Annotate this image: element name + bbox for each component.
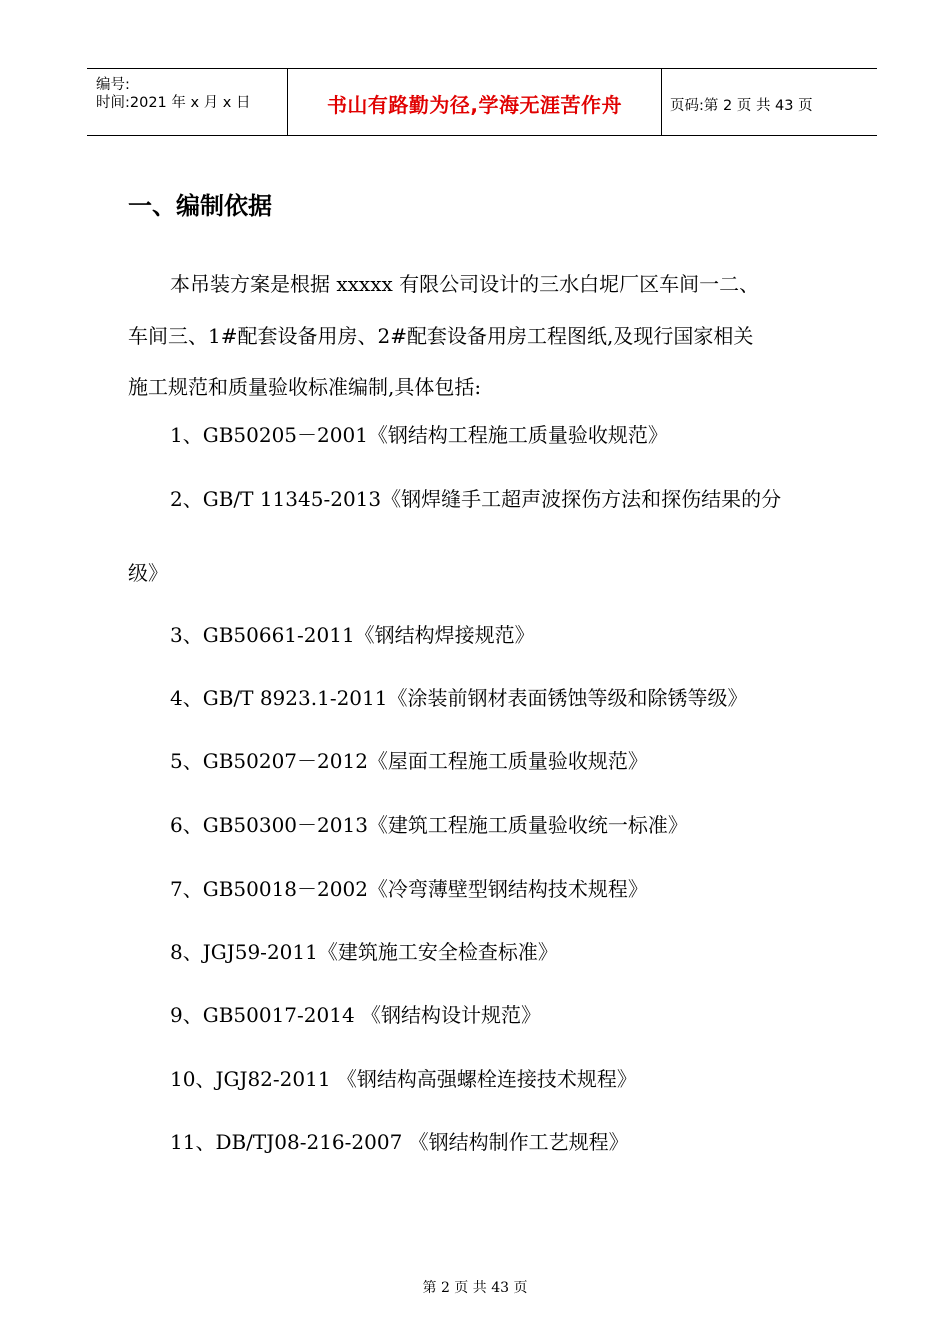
standard-item: 1、GB50205－2001《钢结构工程施工质量验收规范》 bbox=[170, 423, 668, 447]
standard-item: 11、DB/TJ08-216-2007 《钢结构制作工艺规程》 bbox=[170, 1130, 629, 1154]
standard-item: 8、JGJ59-2011《建筑施工安全检查标准》 bbox=[170, 940, 558, 964]
header-motto: 书山有路勤为径,学海无涯苦作舟 bbox=[326, 93, 623, 117]
standard-item: 6、GB50300－2013《建筑工程施工质量验收统一标准》 bbox=[170, 813, 688, 837]
page-header bbox=[87, 68, 877, 136]
document-time-label: 时间:2021 年 x 月 x 日 bbox=[96, 95, 251, 111]
header-page-cell bbox=[662, 69, 877, 135]
paragraph-line: 本吊装方案是根据 xxxxx 有限公司设计的三水白坭厂区车间一二、 bbox=[170, 272, 760, 296]
standard-item: 4、GB/T 8923.1-2011《涂装前钢材表面锈蚀等级和除锈等级》 bbox=[170, 686, 748, 710]
header-meta-cell bbox=[87, 69, 288, 135]
document-number-label: 编号: bbox=[96, 77, 130, 93]
section-heading: 一、编制依据 bbox=[128, 192, 272, 220]
paragraph-line: 车间三、1#配套设备用房、2#配套设备用房工程图纸,及现行国家相关 bbox=[128, 324, 754, 348]
page-footer: 第 2 页 共 43 页 bbox=[422, 1280, 528, 1296]
standard-item: 3、GB50661-2011《钢结构焊接规范》 bbox=[170, 623, 535, 647]
standard-item: 5、GB50207－2012《屋面工程施工质量验收规范》 bbox=[170, 749, 648, 773]
standard-item: 10、JGJ82-2011 《钢结构高强螺栓连接技术规程》 bbox=[170, 1067, 637, 1091]
standard-item: 2、GB/T 11345-2013《钢焊缝手工超声波探伤方法和探伤结果的分 bbox=[170, 487, 782, 511]
paragraph-line: 施工规范和质量验收标准编制,具体包括: bbox=[128, 375, 482, 399]
standard-item: 7、GB50018－2002《冷弯薄壁型钢结构技术规程》 bbox=[170, 877, 648, 901]
standard-item-continuation: 级》 bbox=[128, 561, 168, 585]
standard-item: 9、GB50017-2014 《钢结构设计规范》 bbox=[170, 1003, 542, 1027]
header-page-info: 页码:第 2 页 共 43 页 bbox=[670, 98, 813, 114]
header-motto-cell bbox=[288, 69, 662, 135]
